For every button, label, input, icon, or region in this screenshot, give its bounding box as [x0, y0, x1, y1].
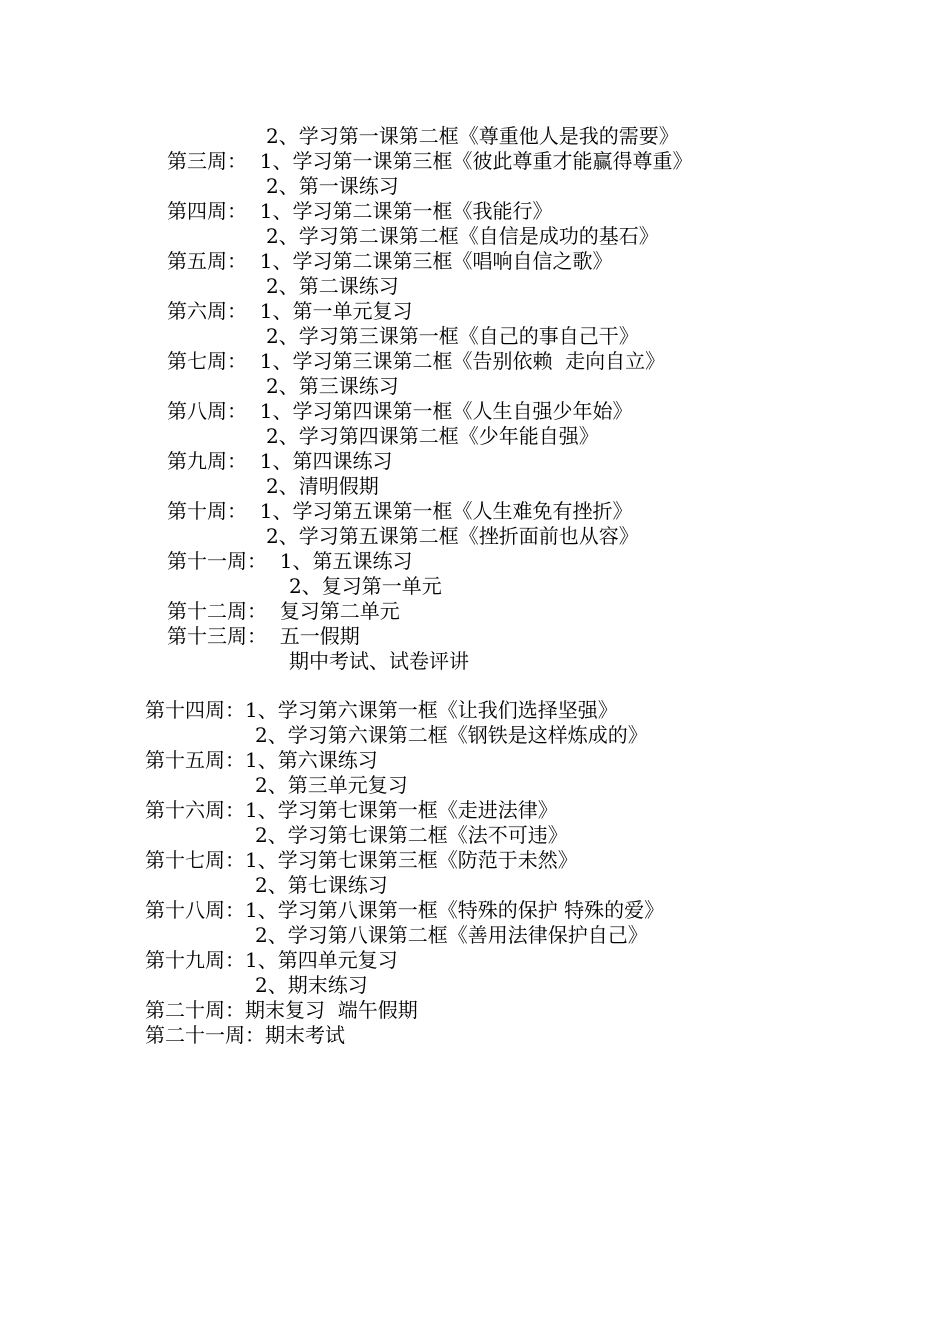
- schedule-line: 第十八周：1、学习第八课第一框《特殊的保护 特殊的爱》: [145, 898, 665, 922]
- schedule-line: 第九周： 1、第四课练习: [167, 449, 393, 473]
- schedule-line: 2、学习第一课第二框《尊重他人是我的需要》: [266, 124, 679, 148]
- schedule-line: 2、第一课练习: [266, 174, 399, 198]
- schedule-line: 2、复习第一单元: [289, 574, 442, 598]
- schedule-line: 第二十一周：期末考试: [145, 1023, 345, 1047]
- schedule-line: 2、第二课练习: [266, 274, 399, 298]
- schedule-line: 2、学习第八课第二框《善用法律保护自己》: [255, 923, 648, 947]
- schedule-line: 期中考试、试卷评讲: [289, 649, 469, 673]
- schedule-line: 第十七周：1、学习第七课第三框《防范于未然》: [145, 848, 578, 872]
- schedule-line: 第八周： 1、学习第四课第一框《人生自强少年始》: [167, 399, 633, 423]
- schedule-line: 第十周： 1、学习第五课第一框《人生难免有挫折》: [167, 499, 633, 523]
- schedule-line: 第六周： 1、第一单元复习: [167, 299, 413, 323]
- schedule-line: 第十三周： 五一假期: [167, 624, 360, 648]
- schedule-line: 2、第七课练习: [255, 873, 388, 897]
- schedule-line: 第十六周：1、学习第七课第一框《走进法律》: [145, 798, 558, 822]
- schedule-line: 第三周： 1、学习第一课第三框《彼此尊重才能赢得尊重》: [167, 149, 693, 173]
- schedule-line: 第四周： 1、学习第二课第一框《我能行》: [167, 199, 553, 223]
- schedule-line: 2、清明假期: [266, 474, 379, 498]
- schedule-line: 2、学习第三课第一框《自己的事自己干》: [266, 324, 639, 348]
- schedule-line: 2、期末练习: [255, 973, 368, 997]
- schedule-line: 2、第三单元复习: [255, 773, 408, 797]
- schedule-line: 第十九周：1、第四单元复习: [145, 948, 398, 972]
- schedule-line: 第十二周： 复习第二单元: [167, 599, 400, 623]
- schedule-line: 2、学习第七课第二框《法不可违》: [255, 823, 568, 847]
- schedule-line: 第七周： 1、学习第三课第二框《告别依赖 走向自立》: [167, 349, 666, 373]
- schedule-line: 2、学习第五课第二框《挫折面前也从容》: [266, 524, 639, 548]
- schedule-line: 2、学习第二课第二框《自信是成功的基石》: [266, 224, 659, 248]
- schedule-line: 2、学习第四课第二框《少年能自强》: [266, 424, 599, 448]
- schedule-line: 第五周： 1、学习第二课第三框《唱响自信之歌》: [167, 249, 613, 273]
- schedule-line: 第十四周：1、学习第六课第一框《让我们选择坚强》: [145, 698, 618, 722]
- schedule-line: 2、第三课练习: [266, 374, 399, 398]
- schedule-line: 第二十周：期末复习 端午假期: [145, 998, 418, 1022]
- schedule-line: 2、学习第六课第二框《钢铁是这样炼成的》: [255, 723, 648, 747]
- schedule-line: 第十一周： 1、第五课练习: [167, 549, 413, 573]
- schedule-line: 第十五周：1、第六课练习: [145, 748, 378, 772]
